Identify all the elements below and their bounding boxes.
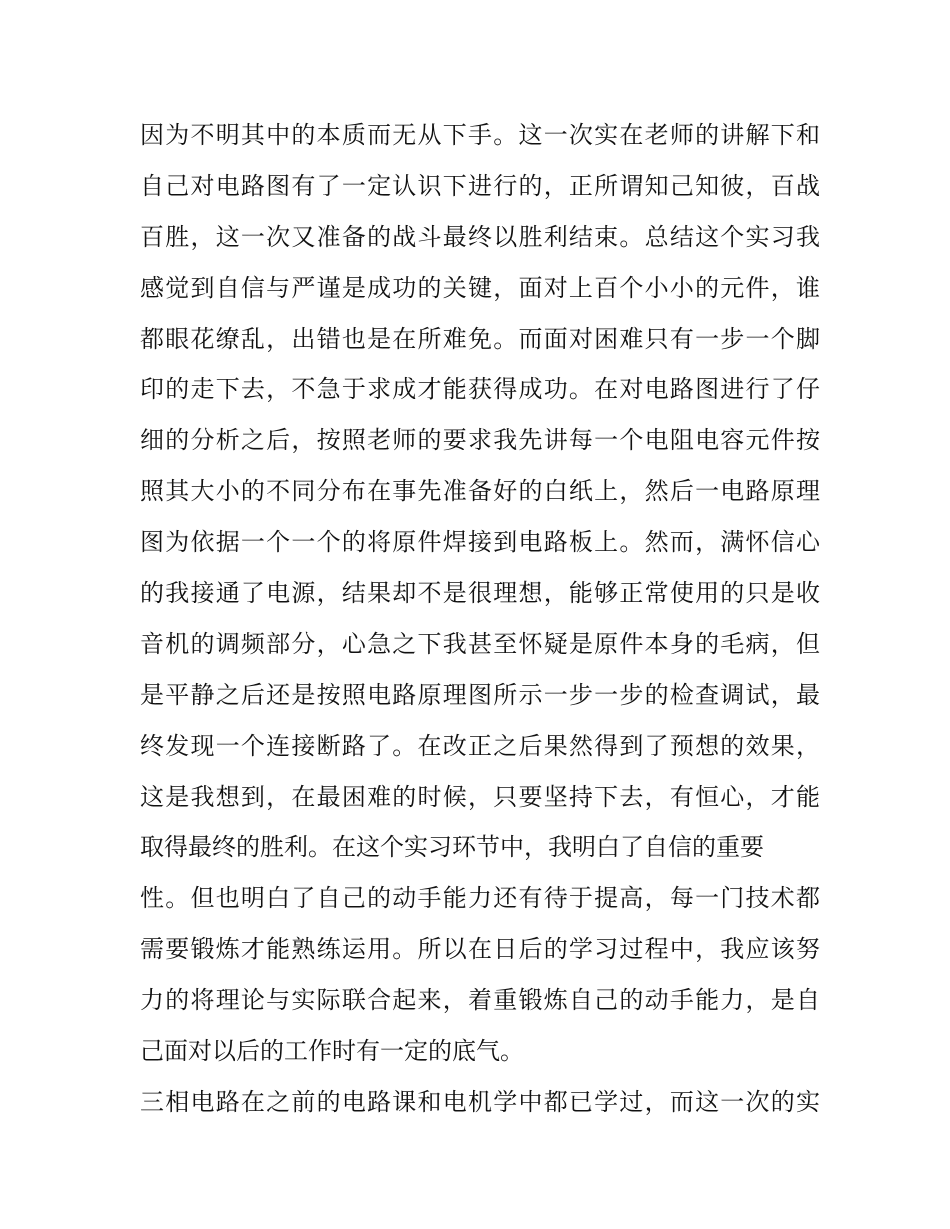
text-line: 细的分析之后，按照老师的要求我先讲每一个电阻电容元件按 [140, 426, 820, 455]
text-line: 感觉到自信与严谨是成功的关键，面对上百个小小的元件，谁 [140, 273, 820, 302]
text-line: 图为依据一个一个的将原件焊接到电路板上。然而，满怀信心 [140, 528, 820, 557]
text-line: 需要锻炼才能熟练运用。所以在日后的学习过程中，我应该努 [140, 935, 820, 964]
text-line: 照其大小的不同分布在事先准备好的白纸上，然后一电路原理 [140, 477, 820, 506]
text-line: 百胜，这一次又准备的战斗最终以胜利结束。总结这个实习我 [140, 222, 820, 251]
text-line: 力的将理论与实际联合起来，着重锻炼自己的动手能力，是自 [140, 986, 820, 1015]
text-line: 因为不明其中的本质而无从下手。这一次实在老师的讲解下和 [140, 121, 820, 149]
text-line: 这是我想到，在最困难的时候，只要坚持下去，有恒心，才能 [140, 782, 820, 811]
text-line: 己面对以后的工作时有一定的底气。 [140, 1037, 524, 1066]
paragraph-1 [140, 110, 820, 1077]
text-line: 的我接通了电源，结果却不是很理想，能够正常使用的只是收 [140, 579, 820, 608]
text-line: 取得最终的胜利。在这个实习环节中，我明白了自信的重要 [140, 833, 764, 862]
text-line: 音机的调频部分，心急之下我甚至怀疑是原件本身的毛病，但 [140, 629, 820, 658]
text-line: 是平静之后还是按照电路原理图所示一步一步的检查调试，最 [140, 680, 820, 709]
paragraph-2 [140, 1077, 820, 1128]
text-line: 都眼花缭乱，出错也是在所难免。而面对困难只有一步一个脚 [140, 324, 820, 353]
text-line: 终发现一个连接断路了。在改正之后果然得到了预想的效果， [140, 731, 820, 760]
text-line: 性。但也明白了自己的动手能力还有待于提高，每一门技术都 [140, 884, 820, 913]
text-line: 印的走下去，不急于求成才能获得成功。在对电路图进行了仔 [140, 375, 820, 404]
text-line: 自己对电路图有了一定认识下进行的，正所谓知己知彼，百战 [140, 171, 820, 200]
text-line: 三相电路在之前的电路课和电机学中都已学过，而这一次的实 [140, 1087, 820, 1116]
document-body [140, 110, 820, 1128]
